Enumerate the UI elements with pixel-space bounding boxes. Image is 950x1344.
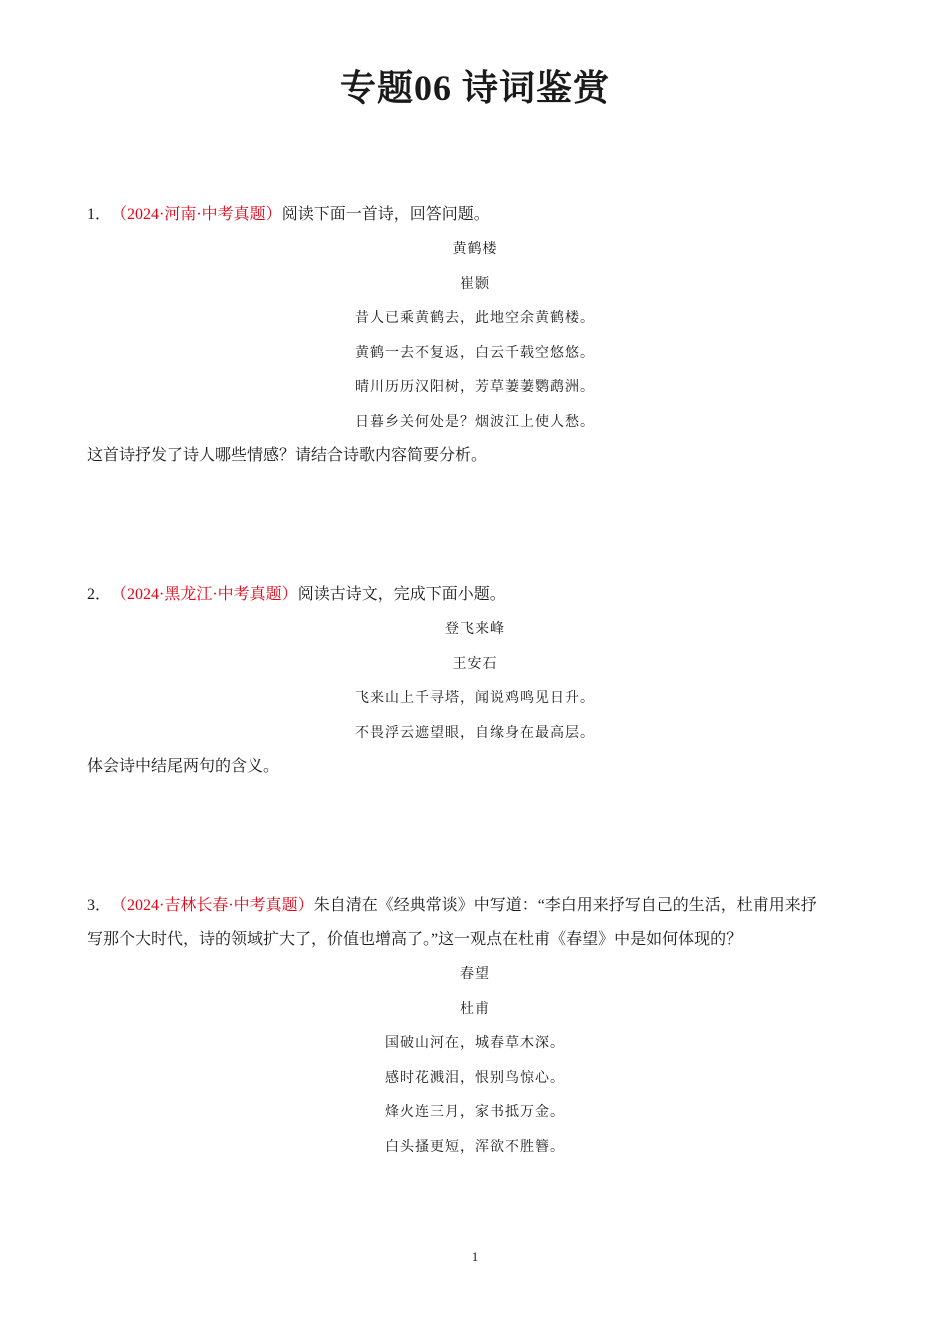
question-1-header xyxy=(87,198,863,232)
question-source: （2024·黑龙江·中考真题） xyxy=(111,586,298,603)
question-number: 2． xyxy=(87,586,112,603)
question-prompt: 体会诗中结尾两句的含义。 xyxy=(87,758,280,775)
question-intro: 阅读古诗文，完成下面小题。 xyxy=(297,586,506,603)
poem-line: 黄鹤一去不复返，白云千载空悠悠。 xyxy=(355,344,595,361)
question-prompt: 这首诗抒发了诗人哪些情感？请结合诗歌内容简要分析。 xyxy=(87,447,488,464)
poem-line: 晴川历历汉阳树，芳草萋萋鹦鹉洲。 xyxy=(355,379,595,395)
question-2 xyxy=(87,578,863,784)
poem-title: 黄鹤楼 xyxy=(452,241,498,257)
question-number: 1． xyxy=(87,206,112,223)
poem-line: 感时花溅泪，恨别鸟惊心。 xyxy=(385,1069,565,1086)
question-3-header xyxy=(87,889,863,923)
poem-line: 烽火连三月，家书抵万金。 xyxy=(385,1104,565,1120)
question-intro-continued: 写那个大时代，诗的领域扩大了，价值也增高了。”这一观点在杜甫《春望》中是如何体现的？ xyxy=(87,931,743,948)
poem-author: 崔颢 xyxy=(460,275,490,292)
poem-line: 国破山河在，城春草木深。 xyxy=(385,1035,565,1051)
question-1 xyxy=(87,198,863,473)
poem-line: 昔人已乘黄鹤去，此地空余黄鹤楼。 xyxy=(355,310,595,326)
page-number: 1 xyxy=(471,1249,479,1264)
poem xyxy=(0,232,950,439)
question-3 xyxy=(87,889,863,1164)
page-title: 专题06 诗词鉴赏 xyxy=(339,68,610,108)
poem-line: 飞来山上千寻塔，闻说鸡鸣见日升。 xyxy=(355,690,595,706)
question-intro: 朱自清在《经典常谈》中写道：“李白用来抒写自己的生活，杜甫用来抒 xyxy=(313,897,817,914)
poem xyxy=(0,957,950,1164)
question-source: （2024·河南·中考真题） xyxy=(111,206,282,223)
question-intro: 阅读下面一首诗，回答问题。 xyxy=(281,206,490,223)
poem-title: 春望 xyxy=(460,966,490,982)
poem xyxy=(0,612,950,750)
question-number: 3． xyxy=(87,897,112,914)
poem-line: 白头搔更短，浑欲不胜簪。 xyxy=(385,1138,565,1155)
poem-author: 杜甫 xyxy=(460,1000,490,1017)
poem-line: 不畏浮云遮望眼，自缘身在最高层。 xyxy=(355,724,595,741)
question-source: （2024·吉林长春·中考真题） xyxy=(111,897,314,914)
question-2-header xyxy=(87,578,863,612)
poem-author: 王安石 xyxy=(452,655,498,672)
poem-title: 登飞来峰 xyxy=(445,621,505,637)
poem-line: 日暮乡关何处是？烟波江上使人愁。 xyxy=(355,413,595,430)
